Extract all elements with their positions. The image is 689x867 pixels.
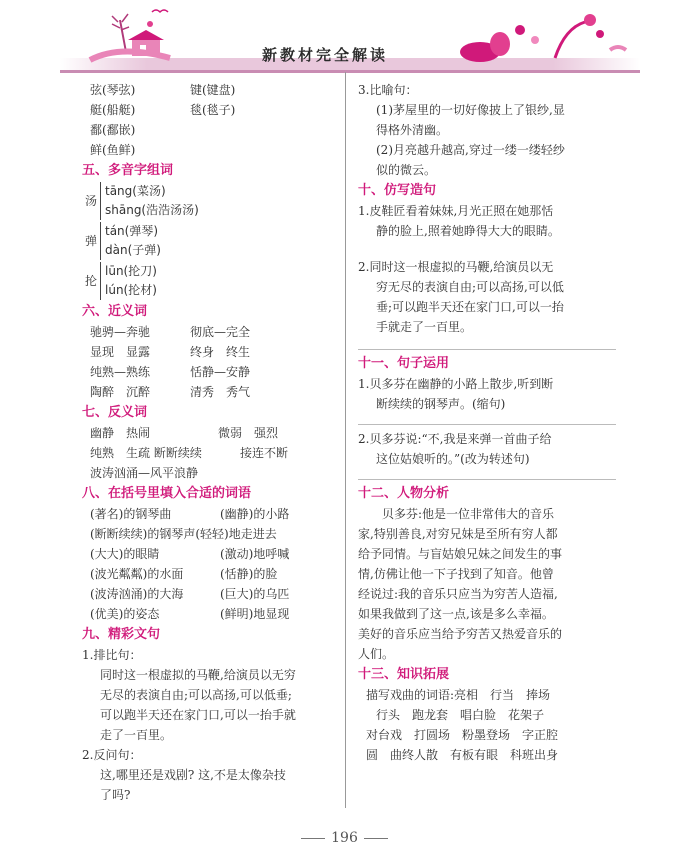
answer-line: 2.同时这一根虚拟的马鞭,给演员以无 xyxy=(358,260,554,274)
answer-line: 垂;可以跑半天还在家门口,可以一抬 xyxy=(376,300,564,314)
footer-dash-left xyxy=(301,838,325,839)
analysis-line: 给予同情。与盲姑娘兄妹之间发生的事 xyxy=(358,547,563,561)
analysis-line: 人们。 xyxy=(358,647,395,661)
answer-line: 2.贝多芬说:“不,我是来弹一首曲子给 xyxy=(358,432,552,446)
sentence-label: 1.排比句： xyxy=(82,648,142,662)
column-divider xyxy=(345,72,346,808)
fill-row: (大大)的眼睛 (激动)地呼喊 xyxy=(90,547,290,561)
analysis-line: 情,仿佛让他一下子找到了知音。他曾 xyxy=(358,567,554,581)
fill-row: (优美)的姿态 (鲜明)地显现 xyxy=(90,607,290,621)
answer-line: 1.贝多芬在幽静的小路上散步,听到断 xyxy=(358,377,554,391)
sentence-line: (1)茅屋里的一切好像披上了银纱,显 xyxy=(376,103,565,117)
page-header xyxy=(0,0,689,78)
right-column xyxy=(358,80,616,765)
sentence-line: 得格外清幽。 xyxy=(376,123,449,137)
word-row: 弦(琴弦) 键(键盘) xyxy=(90,83,236,97)
polyphone-group: 抡 lūn(抡刀) lún(抡材) xyxy=(82,261,340,301)
left-column xyxy=(82,80,340,805)
synonym-row: 显现 显露 终身 终生 xyxy=(90,345,251,359)
page-footer xyxy=(0,830,689,846)
knowledge-line: 描写戏曲的词语:亮相 行当 捧场 xyxy=(366,688,551,702)
page-number: 196 xyxy=(331,830,358,846)
fill-row: (断断续续)的钢琴声(轻轻)地走进去 xyxy=(90,527,277,541)
header-title: 新教材完全解读 xyxy=(262,46,389,64)
sentence-line: 了吗? xyxy=(100,788,131,802)
synonym-row: 驰骋—奔驰 彻底—完全 xyxy=(90,325,251,339)
word-row: 鲜(鱼鲜) xyxy=(90,143,136,157)
analysis-line: 贝多芬:他是一位非常伟大的音乐 xyxy=(382,507,555,521)
answer-line: 静的脸上,照着她睁得大大的眼睛。 xyxy=(376,224,560,238)
sentence-line: 走了一百里。 xyxy=(100,728,173,742)
section-heading: 九、精彩文句 xyxy=(82,627,161,642)
sentence-line: 这,哪里还是戏剧? 这,不是太像杂技 xyxy=(100,768,286,782)
analysis-line: 如果我做到了这一点,该是多么幸福。 xyxy=(358,607,554,621)
knowledge-line: 行头 跑龙套 唱白脸 花架子 xyxy=(376,708,545,722)
word-row: 艇(船艇) 毯(毯子) xyxy=(90,103,236,117)
answer-line: 1.皮鞋匠看着妹妹,月光正照在她那恬 xyxy=(358,204,554,218)
analysis-line: 家,特别善良,对穷兄妹是至所有穷人都 xyxy=(358,527,558,541)
answer-line: 穷无尽的表演自由;可以高扬,可以低 xyxy=(376,280,564,294)
analysis-line: 经说过:我的音乐只应当为穷苦人造福, xyxy=(358,587,558,601)
word-row: 鄱(鄱嵌) xyxy=(90,123,136,137)
section-heading: 六、近义词 xyxy=(82,304,148,319)
section-heading: 十二、人物分析 xyxy=(358,486,450,501)
polyphone-group: 汤 tāng(菜汤) shāng(浩浩汤汤) xyxy=(82,181,340,221)
sentence-label: 3.比喻句： xyxy=(358,83,418,97)
answer-line: 断续续的钢琴声。(缩句) xyxy=(376,397,506,411)
section-heading: 十三、知识拓展 xyxy=(358,667,450,682)
synonym-row: 纯熟—熟练 恬静—安静 xyxy=(90,365,251,379)
sentence-line: (2)月亮越升越高,穿过一缕一缕轻纱 xyxy=(376,143,565,157)
synonym-row: 陶醉 沉醉 清秀 秀气 xyxy=(90,385,251,399)
knowledge-line: 对台戏 打圆场 粉墨登场 字正腔 xyxy=(366,728,559,742)
antonym-row: 幽静 热闹 微弱 强烈 xyxy=(90,426,279,440)
polyphone-group: 弹 tán(弹琴) dàn(子弹) xyxy=(82,221,340,261)
sentence-label: 2.反问句： xyxy=(82,748,142,762)
fill-row: (著名)的钢琴曲 (幽静)的小路 xyxy=(90,507,290,521)
answer-line: 手就走了一百里。 xyxy=(376,320,473,334)
answer-line: 这位姑娘听的。”(改为转述句) xyxy=(376,452,530,466)
sentence-line: 可以跑半天还在家门口,可以一抬手就 xyxy=(100,708,296,722)
header-decoration xyxy=(0,0,689,78)
fill-row: (波涛汹涌)的大海 (巨大)的乌匹 xyxy=(90,587,290,601)
analysis-line: 美好的音乐应当给予穷苦又热爱音乐的 xyxy=(358,627,563,641)
separator xyxy=(358,349,616,350)
section-heading: 十一、句子运用 xyxy=(358,356,450,371)
section-heading: 七、反义词 xyxy=(82,405,148,420)
section-heading: 八、在括号里填入合适的词语 xyxy=(82,486,252,501)
footer-dash-right xyxy=(364,838,388,839)
sentence-line: 似的微云。 xyxy=(376,163,437,177)
section-heading: 五、多音字组词 xyxy=(82,163,174,178)
separator xyxy=(358,424,616,425)
antonym-row: 波涛汹涌—风平浪静 xyxy=(90,466,199,480)
splash-illustration-icon xyxy=(460,14,626,62)
antonym-row: 纯熟 生疏 断断续续 接连不断 xyxy=(90,446,289,460)
sentence-line: 无尽的表演自由;可以高扬,可以低垂; xyxy=(100,688,292,702)
knowledge-line: 圆 曲终人散 有板有眼 科班出身 xyxy=(366,748,559,762)
fill-row: (波光粼粼)的水面 (恬静)的脸 xyxy=(90,567,278,581)
sentence-line: 同时这一根虚拟的马鞭,给演员以无穷 xyxy=(100,668,296,682)
house-illustration-icon xyxy=(90,10,170,60)
section-heading: 十、仿写造句 xyxy=(358,183,437,198)
separator xyxy=(358,479,616,480)
